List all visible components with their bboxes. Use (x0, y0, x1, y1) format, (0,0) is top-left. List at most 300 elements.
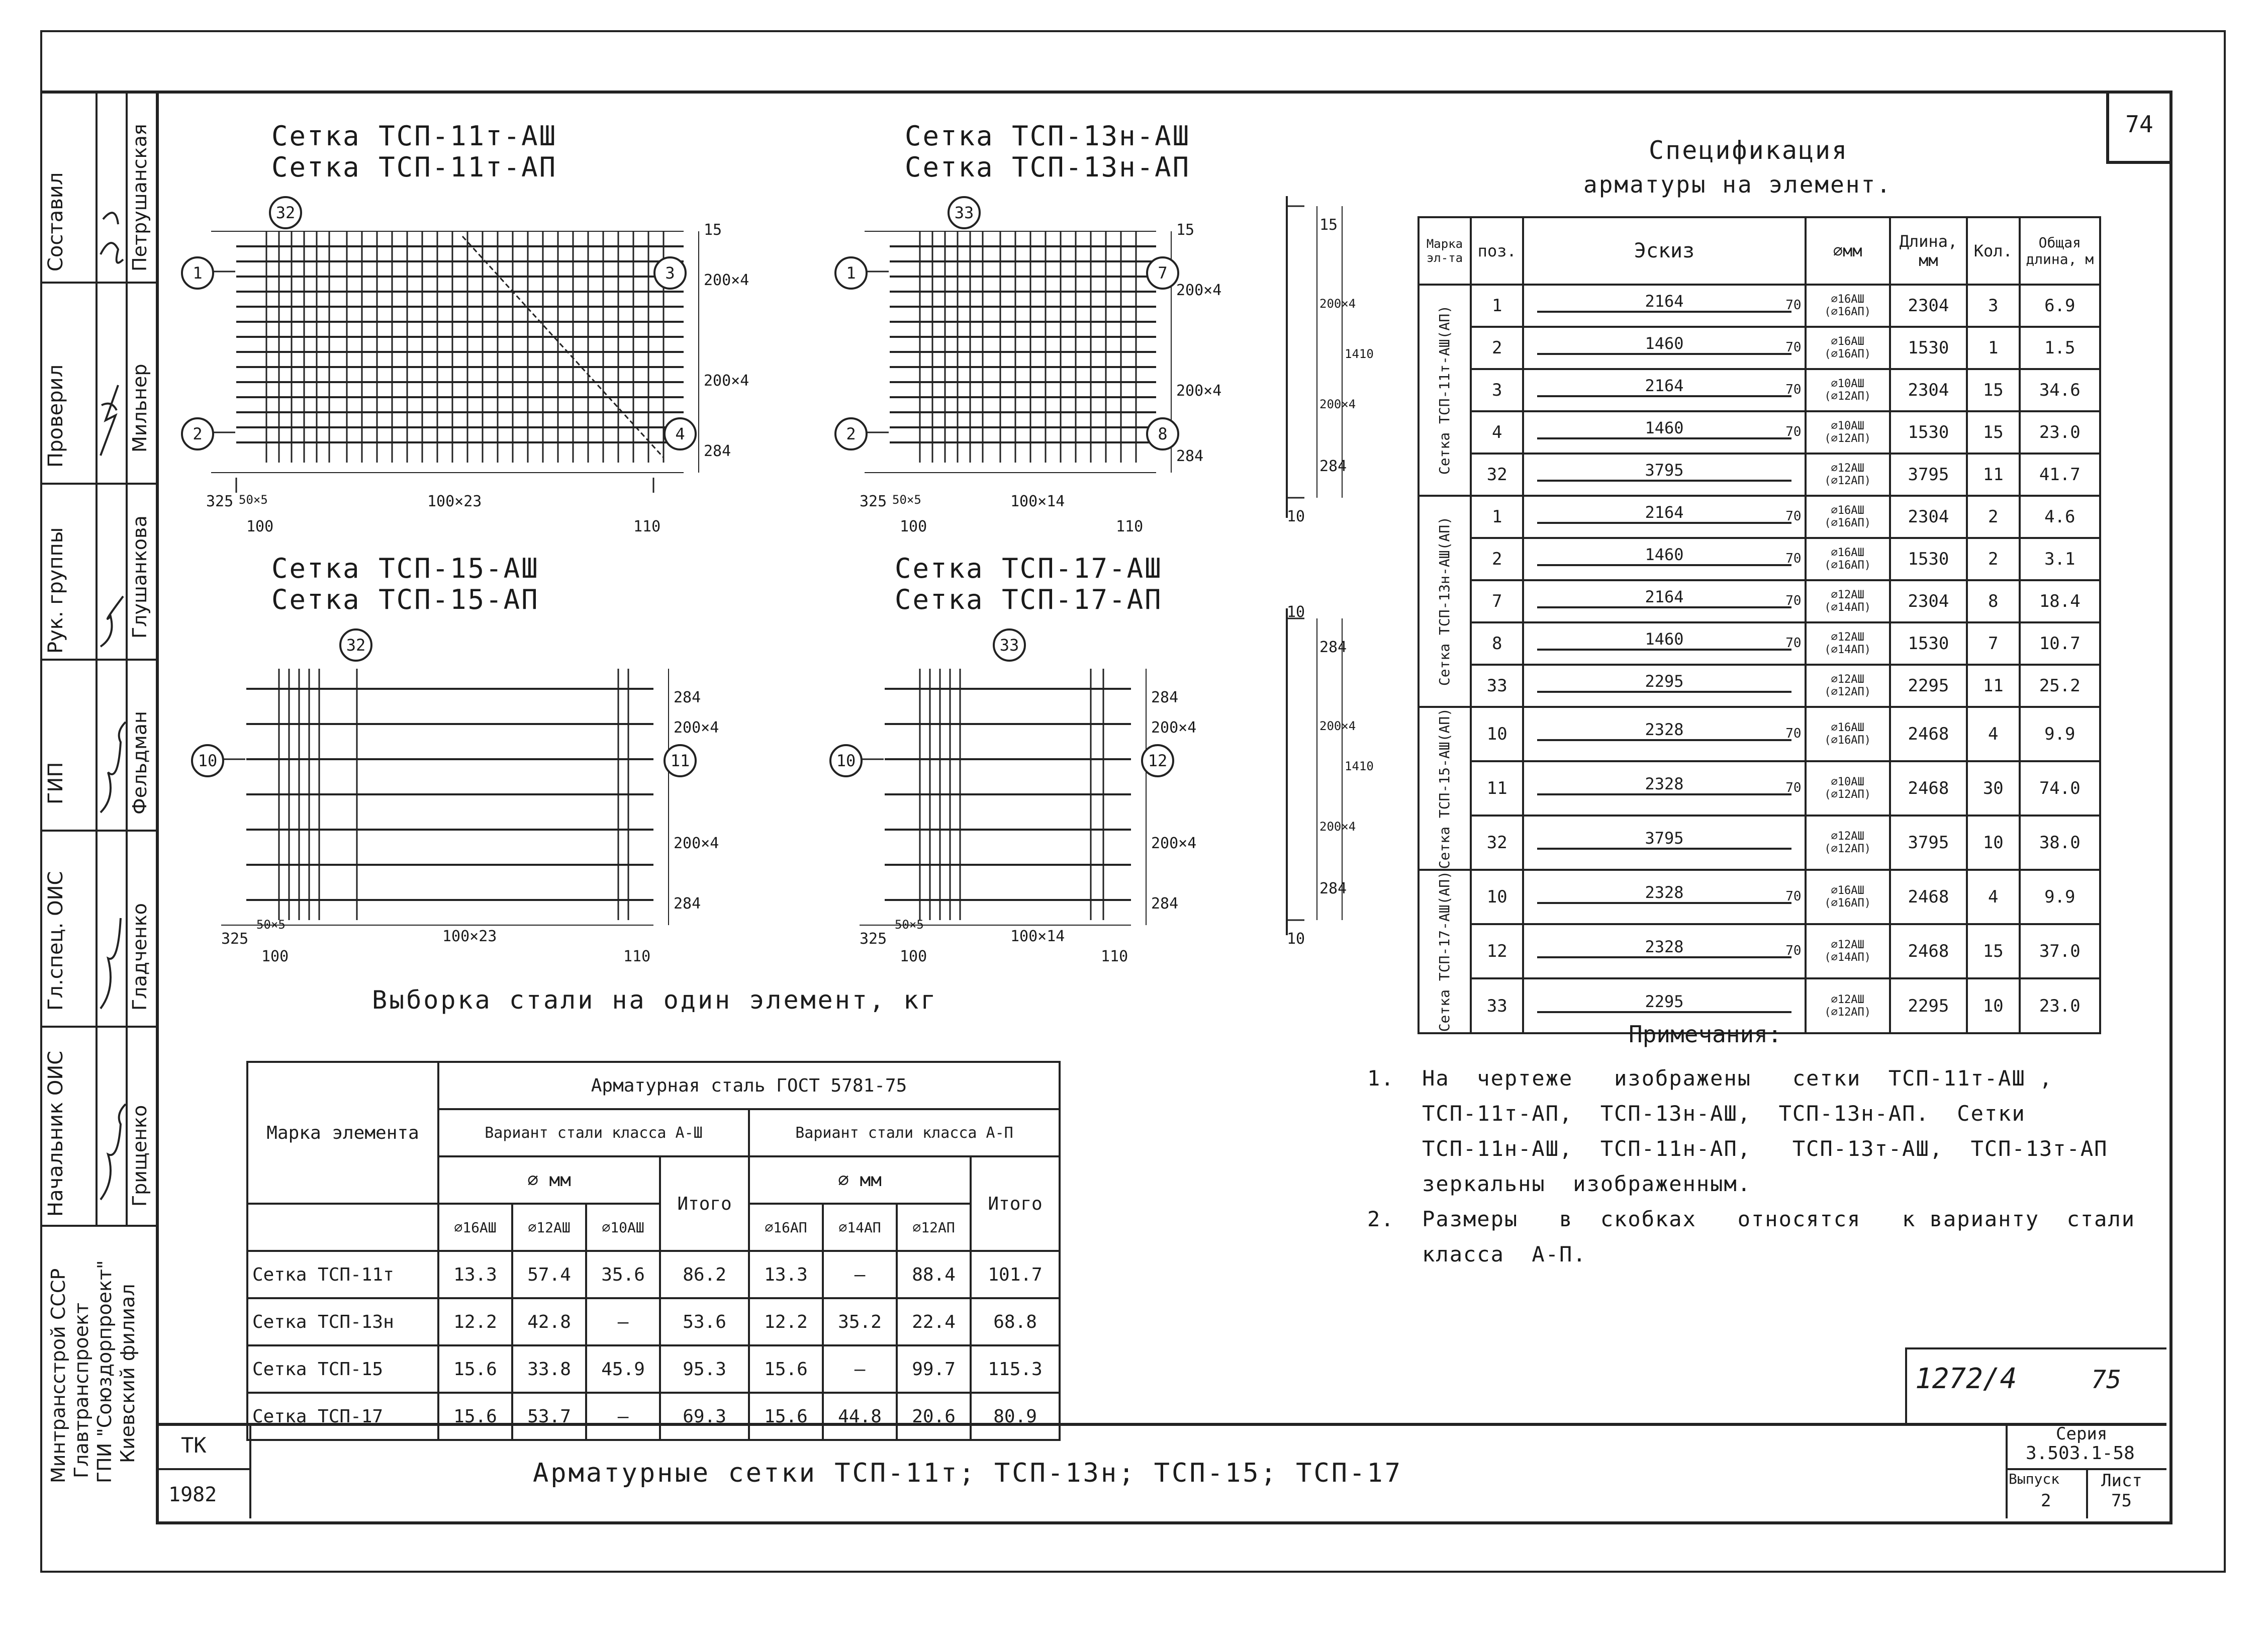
spec-diam: ∅10АШ (∅12АП) (1806, 369, 1890, 411)
sketch-length: 2328 (1645, 774, 1684, 794)
sketch-end-hook: 70 (1785, 382, 1802, 397)
dimension: 284 (1176, 447, 1204, 465)
spec-group-label (1419, 707, 1471, 870)
stamp-year: 1982 (168, 1483, 217, 1506)
seria-value: 3.503.1-58 (2026, 1443, 2135, 1464)
spec-pos: 1 (1471, 496, 1524, 538)
dimension: 200×4 (1151, 719, 1197, 737)
stamp-name: Гладченко (129, 903, 151, 1011)
seria-label: Серия (2056, 1424, 2108, 1444)
spec-diam: ∅12АШ (∅14АП) (1806, 622, 1890, 665)
spec-row (1419, 870, 2100, 924)
spec-row (1419, 327, 2100, 369)
profile-dim: 10 (1287, 603, 1305, 621)
position-callout: 33 (993, 628, 1026, 662)
spec-diam: ∅16АШ (∅16АП) (1806, 538, 1890, 580)
spec-group-label-text: Сетка ТСП-11т-АШ(АП) (1436, 305, 1453, 475)
dimension: 284 (704, 442, 731, 460)
mesh-drawing-3 (191, 553, 744, 965)
mesh-title: Сетка ТСП-17-АП (895, 584, 1163, 615)
mesh-drawing-1 (181, 120, 749, 543)
dimension: 284 (674, 895, 701, 913)
sketch-length: 2328 (1645, 883, 1684, 902)
spec-total: 23.0 (2020, 411, 2100, 454)
stamp-role: Гл.спец. ОИС (44, 871, 67, 1011)
sketch-bar-line (1537, 848, 1791, 850)
stamp-name: Мильнер (129, 364, 151, 453)
spec-row (1419, 454, 2100, 496)
steel-value: — (586, 1298, 660, 1345)
mesh-title: Сетка ТСП-11т-АП (271, 151, 557, 183)
note-line: 2. Размеры в скобках относятся к варианту стали (1367, 1207, 2136, 1231)
dimension: 50×5 (895, 918, 924, 932)
steel-value: 42.8 (512, 1298, 586, 1345)
spec-total: 25.2 (2020, 665, 2100, 707)
spec-group-label (1419, 870, 1471, 1033)
spec-pos: 10 (1471, 707, 1524, 761)
steel-row-name: Сетка ТСП-15 (247, 1345, 438, 1393)
position-callout: 10 (829, 744, 863, 777)
steel-value: 80.9 (971, 1393, 1060, 1440)
steel-col: ∅10АШ (586, 1204, 660, 1251)
spec-sketch (1523, 707, 1805, 761)
sketch-bar-line (1537, 793, 1791, 795)
spec-pos: 32 (1471, 454, 1524, 496)
sketch-bar-line (1537, 480, 1791, 482)
spec-qty: 10 (1967, 978, 2020, 1033)
spec-pos: 33 (1471, 665, 1524, 707)
dimension: 325 (860, 493, 887, 510)
steel-value: — (586, 1393, 660, 1440)
sketch-bar-line (1537, 649, 1791, 651)
steel-header-d: ∅ мм (749, 1156, 971, 1204)
steel-value: 57.4 (512, 1251, 586, 1298)
steel-value: 99.7 (897, 1345, 971, 1393)
note-line: класса А-П. (1367, 1242, 1587, 1267)
spec-row (1419, 924, 2100, 978)
spec-diam: ∅12АШ (∅14АП) (1806, 580, 1890, 622)
mesh-grid (834, 191, 1337, 543)
profile-dim: 284 (1319, 639, 1347, 656)
sketch-bar-line (1537, 564, 1791, 566)
sketch-length: 2328 (1645, 937, 1684, 957)
org-line: Киевский филиал (117, 1284, 139, 1463)
spec-length: 2295 (1890, 665, 1967, 707)
stamp-role: Проверил (44, 364, 67, 468)
note-line: 1. На чертеже изображены сетки ТСП-11т-АШ , (1367, 1066, 2053, 1091)
dimension: 200×4 (704, 272, 749, 289)
steel-value: 15.6 (749, 1345, 823, 1393)
dimension: 110 (633, 518, 661, 535)
spec-diam: ∅12АШ (∅12АП) (1806, 816, 1890, 870)
spec-qty: 11 (1967, 665, 2020, 707)
sketch-end-hook: 70 (1785, 298, 1802, 313)
spec-sketch (1523, 761, 1805, 816)
spec-subtitle: арматуры на элемент. (1583, 171, 1892, 198)
spec-pos: 3 (1471, 369, 1524, 411)
mesh-grid (191, 623, 694, 965)
spec-diam: ∅10АШ (∅12АП) (1806, 411, 1890, 454)
sketch-bar-line (1537, 739, 1791, 741)
spec-diam: ∅12АШ (∅12АП) (1806, 665, 1890, 707)
spec-diam: ∅12АШ (∅12АП) (1806, 978, 1890, 1033)
spec-length: 2468 (1890, 761, 1967, 816)
spec-qty: 30 (1967, 761, 2020, 816)
spec-total: 1.5 (2020, 327, 2100, 369)
steel-value: — (823, 1345, 897, 1393)
spec-sketch (1523, 327, 1805, 369)
steel-row (247, 1345, 1060, 1393)
list-label: Лист (2101, 1471, 2142, 1491)
sketch-length: 2164 (1645, 292, 1684, 311)
dimension: 100 (900, 518, 927, 535)
spec-row (1419, 369, 2100, 411)
spec-length: 2304 (1890, 580, 1967, 622)
dimension: 50×5 (256, 918, 286, 932)
stamp-name: Глушанкова (129, 515, 151, 639)
steel-row (247, 1251, 1060, 1298)
spec-header: поз. (1471, 217, 1524, 285)
dimension: 284 (1151, 689, 1179, 706)
spec-total: 18.4 (2020, 580, 2100, 622)
spec-diam: ∅16АШ (∅16АП) (1806, 285, 1890, 327)
profile-dim: 284 (1319, 880, 1347, 897)
steel-col: ∅12АШ (512, 1204, 586, 1251)
steel-table (246, 1061, 1061, 1441)
spec-group-label (1419, 496, 1471, 707)
org-line: Минтрансстрой СССР (47, 1268, 69, 1483)
spec-total: 23.0 (2020, 978, 2100, 1033)
steel-value: 35.2 (823, 1298, 897, 1345)
org-line: Главтранспроект (70, 1302, 92, 1478)
steel-value: 13.3 (438, 1251, 512, 1298)
spec-total: 9.9 (2020, 870, 2100, 924)
mesh-title: Сетка ТСП-13н-АШ (905, 120, 1191, 152)
spec-total: 10.7 (2020, 622, 2100, 665)
steel-value: 20.6 (897, 1393, 971, 1440)
sketch-bar-line (1537, 691, 1791, 693)
spec-header: Марка эл-та (1419, 217, 1471, 285)
spec-length: 2304 (1890, 285, 1967, 327)
profile-dim: 200×4 (1319, 397, 1356, 411)
position-callout: 33 (948, 196, 981, 229)
steel-value: 13.3 (749, 1251, 823, 1298)
spec-qty: 3 (1967, 285, 2020, 327)
sketch-length: 1460 (1645, 334, 1684, 353)
spec-row (1419, 580, 2100, 622)
steel-value: 22.4 (897, 1298, 971, 1345)
position-callout: 32 (339, 628, 372, 662)
steel-value: 15.6 (438, 1393, 512, 1440)
stamp-name: Петрушанская (129, 124, 151, 272)
profile-dim: 15 (1319, 216, 1338, 234)
stamp-role: Начальник ОИС (44, 1050, 67, 1217)
steel-header-d: ∅ мм (438, 1156, 660, 1204)
steel-value: 53.7 (512, 1393, 586, 1440)
spec-pos: 4 (1471, 411, 1524, 454)
sketch-bar-line (1537, 395, 1791, 397)
sketch-length: 2164 (1645, 503, 1684, 522)
dimension: 100×23 (442, 928, 497, 945)
steel-row-name: Сетка ТСП-13н (247, 1298, 438, 1345)
spec-qty: 4 (1967, 870, 2020, 924)
spec-diam: ∅16АШ (∅16АП) (1806, 327, 1890, 369)
mesh-title: Сетка ТСП-11т-АШ (271, 120, 557, 152)
mesh-title: Сетка ТСП-15-АШ (271, 553, 539, 584)
steel-value: 95.3 (660, 1345, 749, 1393)
spec-diam: ∅16АШ (∅16АП) (1806, 707, 1890, 761)
spec-total: 3.1 (2020, 538, 2100, 580)
spec-diam: ∅16АШ (∅16АП) (1806, 870, 1890, 924)
steel-value: 15.6 (749, 1393, 823, 1440)
stamp-tk: ТК (181, 1433, 207, 1458)
steel-row-name: Сетка ТСП-17 (247, 1393, 438, 1440)
steel-value: 53.6 (660, 1298, 749, 1345)
sketch-end-hook: 70 (1785, 551, 1802, 566)
steel-value: 12.2 (749, 1298, 823, 1345)
position-callout: 12 (1141, 744, 1174, 777)
dimension: 200×4 (1176, 282, 1222, 299)
sketch-end-hook: 70 (1785, 780, 1802, 796)
side-profile-lower (1267, 603, 1374, 950)
steel-value: 68.8 (971, 1298, 1060, 1345)
spec-row (1419, 285, 2100, 327)
sketch-bar-line (1537, 606, 1791, 608)
spec-sketch (1523, 369, 1805, 411)
dimension: 100×14 (1010, 928, 1065, 945)
spec-diam: ∅10АШ (∅12АП) (1806, 761, 1890, 816)
steel-row (247, 1393, 1060, 1440)
top-sheet-number-box (2106, 91, 2169, 164)
position-callout: 10 (191, 744, 224, 777)
spec-length: 2304 (1890, 369, 1967, 411)
spec-sketch (1523, 665, 1805, 707)
top-sheet-number: 74 (2125, 111, 2153, 138)
sketch-length: 2295 (1645, 672, 1684, 691)
spec-length: 2468 (1890, 870, 1967, 924)
spec-sketch (1523, 538, 1805, 580)
spec-sketch (1523, 454, 1805, 496)
spec-qty: 2 (1967, 496, 2020, 538)
sketch-end-hook: 70 (1785, 593, 1802, 608)
steel-value: 12.2 (438, 1298, 512, 1345)
spec-pos: 7 (1471, 580, 1524, 622)
spec-diam: ∅16АШ (∅16АП) (1806, 496, 1890, 538)
doc-number: 1272/4 (1915, 1363, 2017, 1395)
mesh-title: Сетка ТСП-17-АШ (895, 553, 1163, 584)
spec-length: 1530 (1890, 622, 1967, 665)
stamp-role: ГИП (44, 762, 67, 804)
sketch-end-hook: 70 (1785, 340, 1802, 355)
spec-sketch (1523, 285, 1805, 327)
sketch-length: 1460 (1645, 629, 1684, 649)
steel-header-total: Итого (971, 1156, 1060, 1251)
dimension: 100×23 (427, 493, 482, 510)
profile-dim: 200×4 (1319, 820, 1356, 834)
note-line: ТСП-11н-АШ, ТСП-11н-АП, ТСП-13т-АШ, ТСП-13т-АП (1367, 1136, 2108, 1161)
mesh-title: Сетка ТСП-13н-АП (905, 151, 1191, 183)
spec-length: 3795 (1890, 454, 1967, 496)
dimension: 200×4 (674, 719, 719, 737)
spec-sketch (1523, 870, 1805, 924)
vypusk-label: Выпуск (2009, 1471, 2060, 1487)
notes-block (1367, 1061, 2136, 1272)
list-value: 75 (2111, 1491, 2132, 1511)
spec-diam: ∅12АШ (∅12АП) (1806, 454, 1890, 496)
spec-row (1419, 496, 2100, 538)
dimension: 284 (674, 689, 701, 706)
mesh-grid (181, 191, 734, 543)
position-callout: 4 (664, 417, 697, 450)
spec-group-label (1419, 285, 1471, 496)
dimension: 110 (623, 948, 651, 965)
spec-total: 41.7 (2020, 454, 2100, 496)
stamp-name: Фельдман (129, 711, 151, 815)
sketch-end-hook: 70 (1785, 636, 1802, 651)
spec-row (1419, 816, 2100, 870)
spec-row (1419, 707, 2100, 761)
steel-value: 45.9 (586, 1345, 660, 1393)
spec-pos: 32 (1471, 816, 1524, 870)
steel-row-name: Сетка ТСП-11т (247, 1251, 438, 1298)
profile-dim: 200×4 (1319, 297, 1356, 311)
dimension: 100 (261, 948, 289, 965)
spec-sketch (1523, 411, 1805, 454)
stamp-name: Грищенко (129, 1105, 151, 1207)
spec-group-label-text: Сетка ТСП-13н-АШ(АП) (1436, 516, 1453, 686)
position-callout: 11 (664, 744, 697, 777)
note-line: ТСП-11т-АП, ТСП-13н-АШ, ТСП-13н-АП. Сетки (1367, 1101, 2026, 1126)
notes-title: Примечания: (1629, 1021, 1782, 1048)
spec-length: 1530 (1890, 538, 1967, 580)
dimension: 325 (860, 930, 887, 948)
steel-value: 88.4 (897, 1251, 971, 1298)
spec-length: 3795 (1890, 816, 1967, 870)
steel-col: ∅12АП (897, 1204, 971, 1251)
dimension: 200×4 (704, 372, 749, 390)
spec-sketch (1523, 924, 1805, 978)
spec-qty: 4 (1967, 707, 2020, 761)
sketch-bar-line (1537, 1011, 1791, 1013)
sketch-end-hook: 70 (1785, 889, 1802, 905)
steel-value: 35.6 (586, 1251, 660, 1298)
spec-pos: 8 (1471, 622, 1524, 665)
sketch-length: 2328 (1645, 720, 1684, 740)
spec-title: Спецификация (1649, 136, 1849, 165)
dimension: 100 (900, 948, 927, 965)
spec-total: 6.9 (2020, 285, 2100, 327)
mesh-drawing-4 (829, 553, 1282, 965)
profile-dim: 284 (1319, 458, 1347, 475)
spec-sketch (1523, 622, 1805, 665)
spec-qty: 11 (1967, 454, 2020, 496)
steel-header-mark: Марка элемента (247, 1062, 438, 1204)
spec-row (1419, 761, 2100, 816)
dimension: 325 (221, 930, 249, 948)
position-callout: 8 (1146, 417, 1179, 450)
steel-value: 101.7 (971, 1251, 1060, 1298)
note-line: зеркальны изображенным. (1367, 1171, 1752, 1196)
sketch-end-hook: 70 (1785, 424, 1802, 439)
profile-dim: 200×4 (1319, 719, 1356, 733)
sketch-length: 3795 (1645, 829, 1684, 848)
steel-title: Выборка стали на один элемент, кг (372, 985, 938, 1015)
spec-row (1419, 622, 2100, 665)
spec-pos: 10 (1471, 870, 1524, 924)
dimension: 50×5 (892, 493, 921, 507)
sketch-bar-line (1537, 522, 1791, 524)
profile-dim: 1410 (1345, 347, 1374, 361)
position-callout: 2 (834, 417, 868, 450)
dimension: 15 (1176, 221, 1195, 239)
spec-length: 2468 (1890, 707, 1967, 761)
dimension: 110 (1101, 948, 1128, 965)
steel-header-var2: Вариант стали класса А-П (749, 1109, 1060, 1156)
dimension: 50×5 (239, 493, 268, 507)
steel-value: 44.8 (823, 1393, 897, 1440)
spec-qty: 7 (1967, 622, 2020, 665)
steel-col: ∅16АШ (438, 1204, 512, 1251)
sketch-end-hook: 70 (1785, 509, 1802, 524)
sketch-length: 2164 (1645, 587, 1684, 606)
spec-sketch (1523, 580, 1805, 622)
spec-pos: 12 (1471, 924, 1524, 978)
spec-length: 2304 (1890, 496, 1967, 538)
spec-pos: 2 (1471, 538, 1524, 580)
sketch-bar-line (1537, 902, 1791, 904)
spec-row (1419, 538, 2100, 580)
dimension: 200×4 (674, 835, 719, 852)
sketch-bar-line (1537, 311, 1791, 313)
sketch-bar-line (1537, 353, 1791, 355)
mesh-title: Сетка ТСП-15-АП (271, 584, 539, 615)
steel-value: 86.2 (660, 1251, 749, 1298)
steel-value: 33.8 (512, 1345, 586, 1393)
spec-qty: 10 (1967, 816, 2020, 870)
spec-qty: 15 (1967, 924, 2020, 978)
spec-header: Общая длина, м (2020, 217, 2100, 285)
spec-row (1419, 665, 2100, 707)
spec-total: 4.6 (2020, 496, 2100, 538)
dimension: 325 (206, 493, 234, 510)
steel-col: ∅16АП (749, 1204, 823, 1251)
stamp-role: Рук. группы (44, 527, 67, 654)
org-line: ГПИ "Союздорпроект" (93, 1260, 116, 1483)
spec-qty: 1 (1967, 327, 2020, 369)
steel-value: 115.3 (971, 1345, 1060, 1393)
drawing-title: Арматурные сетки ТСП-11т; ТСП-13н; ТСП-15; ТСП-17 (533, 1458, 1403, 1488)
spec-total: 9.9 (2020, 707, 2100, 761)
spec-table (1418, 216, 2101, 1034)
sketch-length: 2295 (1645, 991, 1684, 1011)
spec-qty: 15 (1967, 411, 2020, 454)
spec-sketch (1523, 816, 1805, 870)
spec-total: 37.0 (2020, 924, 2100, 978)
profile-dim: 10 (1287, 508, 1305, 525)
steel-value: 15.6 (438, 1345, 512, 1393)
steel-header-total: Итого (660, 1156, 749, 1251)
steel-value: 69.3 (660, 1393, 749, 1440)
spec-diam: ∅12АШ (∅14АП) (1806, 924, 1890, 978)
spec-total: 34.6 (2020, 369, 2100, 411)
steel-header-steel: Арматурная сталь ГОСТ 5781-75 (438, 1062, 1060, 1109)
steel-value: — (823, 1251, 897, 1298)
steel-col: ∅14АП (823, 1204, 897, 1251)
position-callout: 32 (269, 196, 302, 229)
spec-qty: 15 (1967, 369, 2020, 411)
position-callout: 3 (653, 256, 687, 290)
spec-total: 74.0 (2020, 761, 2100, 816)
